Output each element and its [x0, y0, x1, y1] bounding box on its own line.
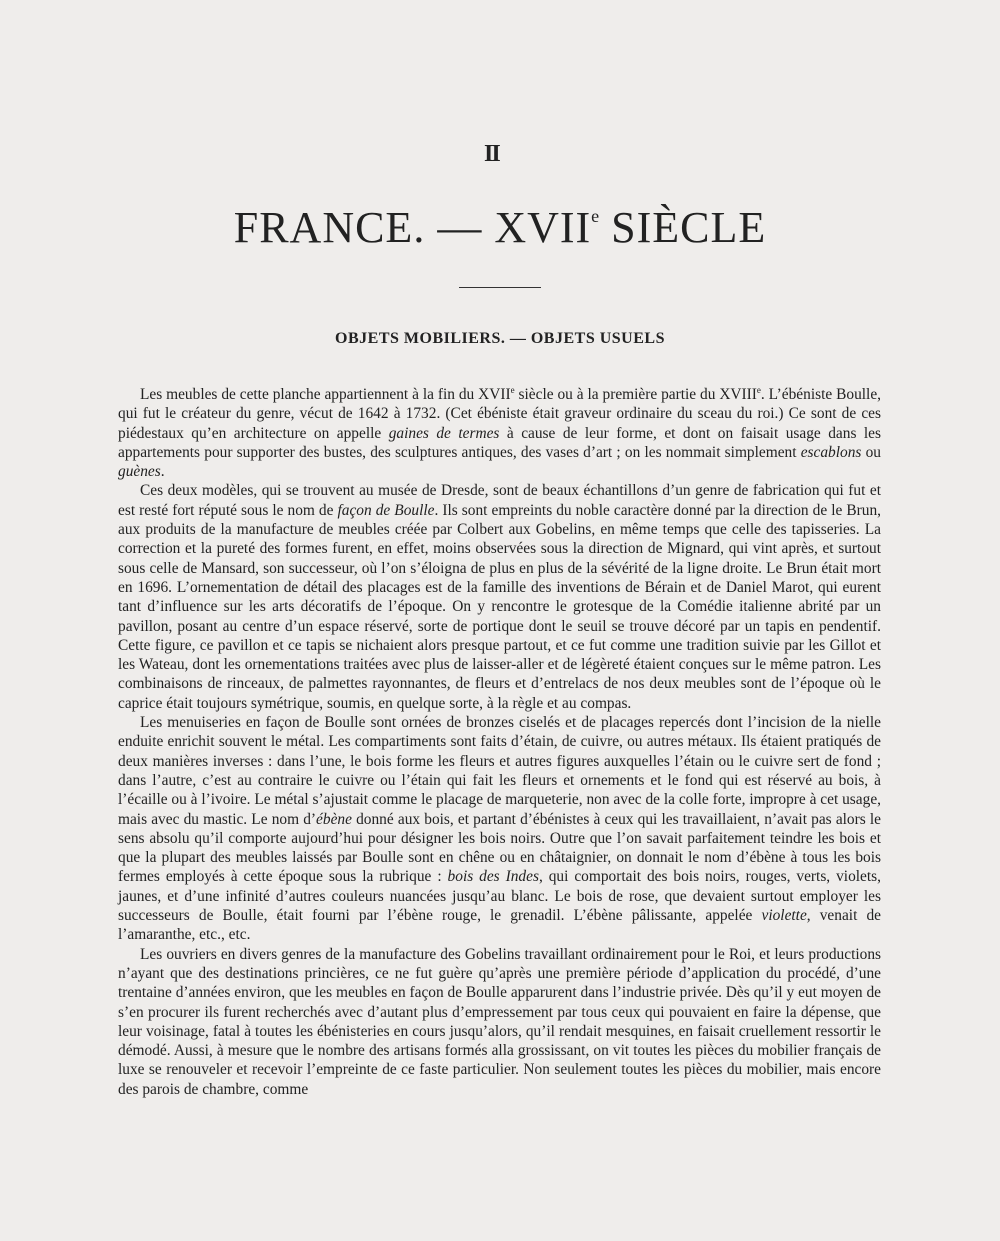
paragraph — [118, 385, 881, 481]
text-run: Ces deux modèles, qui se trouvent au musée de Dresde, sont de beaux échantillons d’un genre de fabrication qui fut et est resté fort réputé sous le nom de — [118, 482, 881, 519]
page-title — [0, 202, 1000, 253]
text-run: à cause de leur forme, et dont on faisait usage dans les appartements pour supporter des bustes, des sculptures antiques, des vases d’art ; on les nommait simplement — [118, 424, 882, 461]
title-superscript: e — [591, 206, 600, 226]
title-main: FRANCE. — XVII — [233, 203, 592, 252]
italic-text: escablons — [800, 443, 862, 461]
body-text — [118, 385, 881, 1099]
superscript: e — [756, 384, 761, 395]
text-run: . L’ébéniste Boulle, qui fut le créateur du genre, vécut de 1642 à 1732. (Cet ébéniste était graveur ordinaire du sceau du roi.) Ce sont de ces piédestaux qu’en architecture on appelle — [118, 386, 881, 442]
italic-text: bois des Indes — [447, 868, 539, 886]
text-run: siècle ou à la première partie du XVIII — [514, 386, 757, 403]
text-run: Les menuiseries en façon de Boulle sont ornées de bronzes ciselés et de placages repercés dont l’incision de la nielle enduite enrichit souvent le métal. Les compartiments sont faits d’étain, de cuivre, ou autres métaux. Ils étaient pratiqués de deux manières inverses : dans l’une, le bois forme les fleurs et autres figures auxquelles l’étain ou le cuivre sert de fond ; dans l’autre, c’est au contraire le cuivre ou l’étain qui fait les fleurs et ornements et le fond qui est réservé au bois, à l’écaille ou à l’ivoire. Le métal s’ajustait comme le placage de marqueterie, non avec de la colle forte, impropre à cet usage, mais avec du mastic. Le nom d’ — [118, 714, 881, 828]
italic-text: guènes — [118, 463, 161, 481]
italic-text: ébène — [316, 810, 352, 828]
italic-text: gaines de termes — [388, 424, 500, 442]
text-run: donné aux bois, et partant d’ébénistes à ceux qui les travaillaient, n’avait pas alors le sens absolu qu’il comporte aujourd’hui pour désigner les bois noirs. Outre que l’on savait parfaitement teindre les bois et que la plupart des meubles laissés par Boulle sont en chêne ou en châtaignier, on donnait le nom d’ébène à tous les bois fermes employés à cette époque sous la rubrique : — [118, 810, 882, 886]
text-run: Les meubles de cette planche appartiennent à la fin du XVII — [140, 386, 511, 403]
italic-text: façon de Boulle — [337, 501, 435, 519]
text-run: . Ils sont empreints du noble caractère donné par la direction de le Brun, aux produits de la manufacture de meubles créée par Colbert aux Gobelins, en même temps que celle des tapisseries. La correction et la pureté des formes furent, en effet, moins observées sous la direction de Mignard, qui vint après, et surtout sous celle de Mansard, son successeur, où l’on s’éloigna de plus en plus de la sévérité de la ligne droite. Le Brun était mort en 1696. L’ornementation de détail des placages est de la famille des inventions de Bérain et de Daniel Marot, qui eurent tant d’influence sur les arts décoratifs de l’époque. On y rencontre le grotesque de la Comédie italienne abrité par un pavillon, posant au centre d’un espace réservé, sorte de portique dont le seuil se trouve décoré par un tapis en pendentif. Cette figure, ce pavillon et ce tapis se nichaient alors presque partout, et ce fut comme une tradition suivie par les Gillot et les Wateau, dont les ornementations traitées avec plus de laisser-aller et de légèreté étaient conçues sur le même patron. Les combinaisons de rinceaux, de palmettes rayonnantes, de fleurs et d’entrelacs de nos deux meubles sont de l’époque où le caprice était toujours symétrique, soumis, en quelque sorte, à la règle et au compas. — [118, 501, 881, 712]
title-end: SIÈCLE — [599, 203, 767, 252]
italic-text: violette — [761, 907, 807, 925]
superscript: e — [510, 384, 515, 395]
text-run: , venait de l’amaranthe, etc., etc. — [118, 907, 881, 944]
section-subtitle: OBJETS MOBILIERS. — OBJETS USUELS — [335, 330, 665, 347]
plate-number: II — [484, 141, 499, 167]
text-run: ou — [861, 443, 881, 461]
paragraph — [118, 481, 881, 713]
paragraph — [118, 945, 881, 1099]
text-run: , qui comportait des bois noirs, rouges, verts, violets, jaunes, et d’une infinité d’autres couleurs nuancées jusqu’au blanc. Le bois de rose, que devaient surtout employer les successeurs de Boulle, était fourni par l’ébène rouge, le grenadil. L’ébène pâlissante, appelée — [118, 868, 881, 925]
paragraph — [118, 713, 881, 945]
text-run: . — [160, 463, 165, 481]
title-divider — [459, 287, 541, 288]
text-run: Les ouvriers en divers genres de la manufacture des Gobelins travaillant ordinairement pour le Roi, et leurs productions n’ayant que des destinations princières, ce ne fut guère qu’après une première période d’application du procédé, d’une trentaine d’années environ, que les meubles en façon de Boulle apparurent dans l’industrie privée. Dès qu’il y eut moyen de s’en procurer ils furent recherchés avec d’autant plus d’empressement par tous ceux qui pouvaient en faire la dépense, que leur voisinage, fatal à toutes les ébénisteries en cours jusqu’alors, qu’il rendait mesquines, en faisait cruellement ressortir le démodé. Aussi, à mesure que le nombre des artisans formés alla grossissant, on vit toutes les pièces du mobilier français de luxe se renouveler et recevoir l’empreinte de ce faste particulier. Non seulement toutes les pièces du mobilier, mais encore des parois de chambre, comme — [118, 945, 881, 1098]
